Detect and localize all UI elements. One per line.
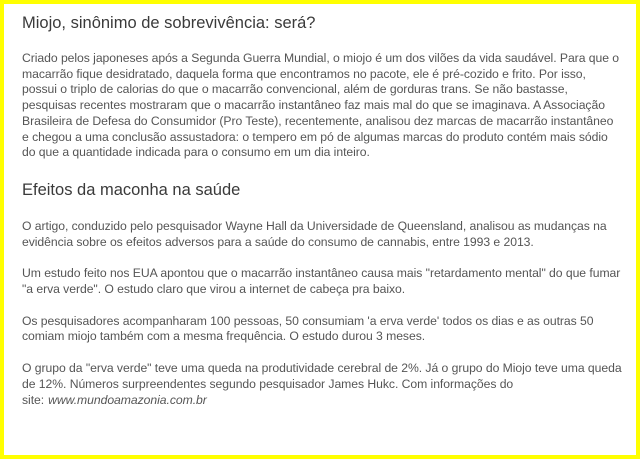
- paragraph-pesquisadores: Os pesquisadores acompanharam 100 pessoas, 50 consumiam 'a erva verde' todos os dias e as outras 50 comiam miojo também com a mesma frequência. O estudo durou 3 meses.: [22, 313, 594, 344]
- paragraph-miojo: Criado pelos japoneses após a Segunda Guerra Mundial, o miojo é um dos vilões da vida saudável. Para que o macarrão fique desidratado, daquela forma que encontramos no pacote, ele é pré-cozido e frito. Por isso, possui o triplo de calorias do que o macarrão convencional, além de gorduras trans. Se não bastasse, pesquisas recentes mostraram que o macarrão instantâneo faz mais mal do que se imaginava. A Associação Brasileira de Defesa do Consumidor (Pro Teste), recentemente, analisou dez marcas de macarrão instantâneo e chegou a uma conclusão assustadora: o tempero em pó de algumas marcas do produto contém mais sódio do que a quantidade indicada para o consumo em um dia inteiro.: [22, 51, 620, 160]
- paragraph-artigo: O artigo, conduzido pelo pesquisador Wayne Hall da Universidade de Queensland, analisou as mudanças na evidência sobre os efeitos adversos para a saúde do consumo de cannabis, entre 1993 e 2013.: [22, 218, 607, 249]
- section-heading-maconha: Efeitos da maconha na saúde: [22, 180, 241, 199]
- section-heading-miojo: Miojo, sinônimo de sobrevivência: será?: [22, 14, 316, 32]
- paragraph-resultado: [22, 361, 622, 408]
- paragraph-resultado-text: O grupo da "erva verde" teve uma queda na produtividade cerebral de 2%. Já o grupo do Miojo teve uma queda de 12%. Números surpreendentes segundo pesquisador James Hukc. Com informações do site:: [22, 361, 622, 407]
- article-body: [22, 12, 622, 408]
- article-frame: [4, 4, 636, 455]
- paragraph-estudo-eua: Um estudo feito nos EUA apontou que o macarrão instantâneo causa mais "retardamento mental" do que fumar "a erva verde". O estudo claro que virou a internet de cabeça pra baixo.: [22, 266, 621, 297]
- source-site-link[interactable]: www.mundoamazonia.com.br: [48, 392, 207, 407]
